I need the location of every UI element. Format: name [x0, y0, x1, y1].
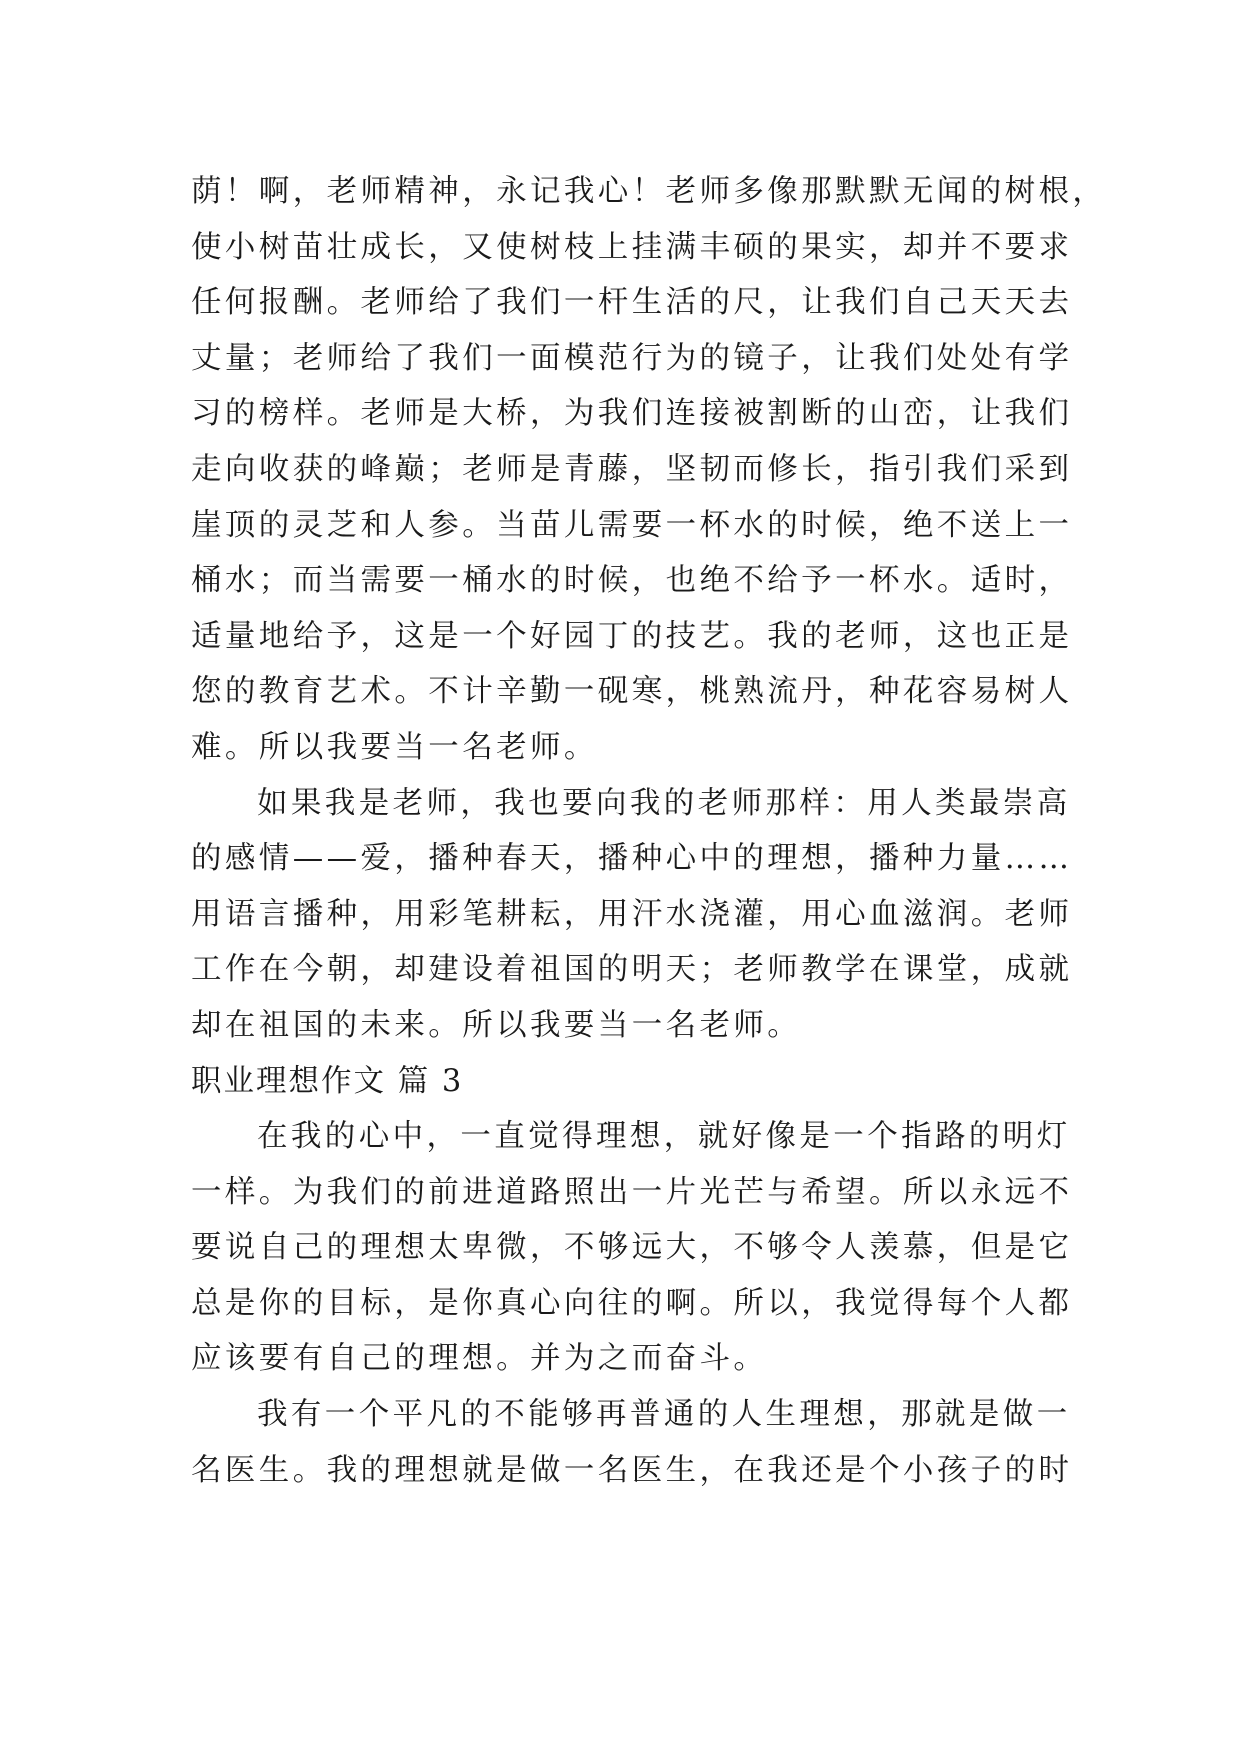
text-line: 丈量；老师给了我们一面模范行为的镜子，让我们处处有学	[191, 340, 1073, 376]
text-line: 我有一个平凡的不能够再普通的人生理想，那就是做一	[257, 1397, 1071, 1433]
text-line: 的感情——爱，播种春天，播种心中的理想，播种力量……	[191, 841, 1073, 877]
text-line: 任何报酬。老师给了我们一杆生活的尺，让我们自己天天去	[191, 285, 1073, 321]
text-line: 一样。为我们的前进道路照出一片光芒与希望。所以永远不	[191, 1174, 1073, 1210]
text-line: 如果我是老师，我也要向我的老师那样：用人类最崇高	[257, 785, 1071, 821]
text-line: 荫！啊，老师精神，永记我心！老师多像那默默无闻的树根，	[191, 174, 1107, 209]
text-line: 要说自己的理想太卑微，不够远大，不够令人羡慕，但是它	[191, 1230, 1073, 1266]
text-line: 在我的心中，一直觉得理想，就好像是一个指路的明灯	[257, 1119, 1071, 1155]
document-body	[191, 164, 1107, 1498]
text-line: 习的榜样。老师是大桥，为我们连接被割断的山峦，让我们	[191, 396, 1073, 432]
text-line: 崖顶的灵芝和人参。当苗儿需要一杯水的时候，绝不送上一	[191, 507, 1073, 543]
text-line: 应该要有自己的理想。并为之而奋斗。	[191, 1341, 768, 1377]
text-line: 却在祖国的未来。所以我要当一名老师。	[191, 1007, 802, 1043]
text-line: 总是你的目标，是你真心向往的啊。所以，我觉得每个人都	[191, 1285, 1073, 1321]
text-line: 难。所以我要当一名老师。	[191, 729, 598, 765]
text-line: 用语言播种，用彩笔耕耘，用汗水浇灌，用心血滋润。老师	[191, 896, 1073, 932]
text-line: 桶水；而当需要一桶水的时候，也绝不给予一杯水。适时，	[191, 563, 1073, 599]
text-line: 适量地给予，这是一个好园丁的技艺。我的老师，这也正是	[191, 618, 1073, 654]
text-line: 工作在今朝，却建设着祖国的明天；老师教学在课堂，成就	[191, 952, 1073, 988]
text-line: 名医生。我的理想就是做一名医生，在我还是个小孩子的时	[191, 1452, 1073, 1488]
section-heading: 职业理想作文 篇 3	[191, 1063, 464, 1099]
text-line: 走向收获的峰巅；老师是青藤，坚韧而修长，指引我们采到	[191, 451, 1073, 487]
text-line: 使小树苗壮成长，又使树枝上挂满丰硕的果实，却并不要求	[191, 229, 1073, 265]
text-line: 您的教育艺术。不计辛勤一砚寒，桃熟流丹，种花容易树人	[191, 674, 1073, 710]
